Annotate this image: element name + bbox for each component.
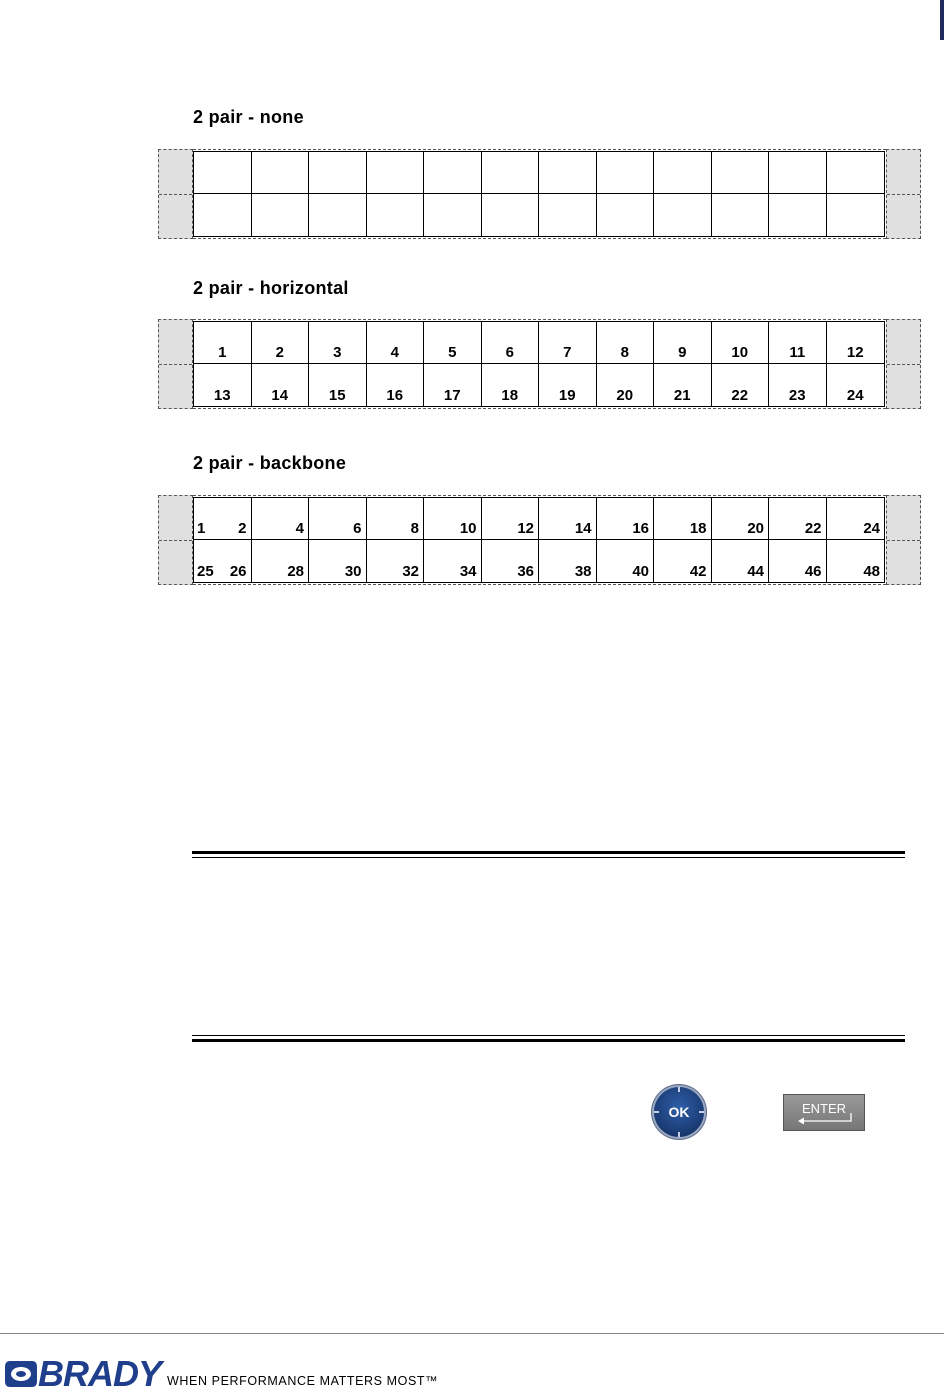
label-cell (424, 322, 482, 364)
label-cell (769, 498, 827, 540)
label-number: 8 (620, 344, 629, 361)
label-cell (252, 498, 310, 540)
label-number: 36 (517, 563, 534, 580)
label-number: 44 (747, 563, 764, 580)
label-cell (482, 194, 540, 236)
label-cell (367, 364, 425, 406)
label-cell (252, 540, 310, 582)
label-cell (654, 540, 712, 582)
label-cell (827, 194, 885, 236)
label-number: 20 (747, 520, 764, 537)
label-cell (194, 498, 252, 540)
label-cell (367, 322, 425, 364)
label-cell (194, 194, 252, 236)
label-cell (309, 194, 367, 236)
label-number: 8 (410, 520, 419, 537)
label-number: 14 (574, 520, 592, 537)
label-cell (252, 194, 310, 236)
footer-rule (0, 1333, 944, 1334)
label-number: 22 (804, 520, 822, 537)
label-number: 24 (846, 387, 864, 404)
label-number: 12 (517, 520, 534, 537)
label-cell (309, 322, 367, 364)
label-cell (597, 540, 655, 582)
label-cell (827, 322, 885, 364)
brand-tagline: WHEN PERFORMANCE MATTERS MOST™ (167, 1374, 439, 1388)
label-number: 2 (275, 344, 284, 361)
label-cell (654, 152, 712, 194)
brady-logo (4, 1353, 162, 1394)
label-cell (482, 322, 540, 364)
label-number: 16 (386, 387, 404, 404)
label-number: 19 (558, 387, 576, 404)
label-grid (193, 497, 885, 583)
label-cell (252, 322, 310, 364)
label-cell (482, 152, 540, 194)
label-grid (193, 321, 885, 407)
label-cell (194, 364, 252, 406)
label-cell (539, 364, 597, 406)
label-number: 11 (789, 344, 806, 361)
label-number: 32 (402, 563, 419, 580)
label-cell (424, 194, 482, 236)
label-number: 42 (689, 563, 707, 580)
label-cell (712, 322, 770, 364)
label-cell (252, 364, 310, 406)
label-cell (539, 540, 597, 582)
label-number: 23 (788, 387, 806, 404)
label-number: 6 (353, 520, 362, 537)
label-number: 30 (344, 563, 362, 580)
label-number: 38 (574, 563, 592, 580)
ok-button-icon[interactable] (654, 1087, 704, 1137)
label-cell (597, 322, 655, 364)
label-number: 16 (632, 520, 649, 537)
note-bottom-rule (192, 1035, 905, 1042)
label-cell (769, 364, 827, 406)
label-cell (827, 498, 885, 540)
label-number: 10 (459, 520, 477, 537)
label-cell (424, 364, 482, 406)
label-grid (193, 151, 885, 237)
label-number: 17 (443, 387, 461, 404)
label-number: 22 (731, 387, 749, 404)
label-cell (367, 152, 425, 194)
label-strip-horizontal (158, 319, 921, 409)
label-cell (367, 540, 425, 582)
label-cell (654, 322, 712, 364)
label-cell (769, 322, 827, 364)
label-cell (712, 498, 770, 540)
label-number: 13 (213, 387, 231, 404)
note-top-rule (192, 851, 905, 858)
label-number: 10 (731, 344, 749, 361)
label-number: 1 (197, 520, 206, 537)
brady-mark-icon (4, 1359, 38, 1389)
section-title-horizontal: 2 pair - horizontal (193, 278, 349, 298)
label-cell (597, 152, 655, 194)
footer (4, 1352, 438, 1392)
label-cell (597, 364, 655, 406)
label-cell (827, 540, 885, 582)
label-cell (194, 540, 252, 582)
label-number: 24 (863, 520, 880, 537)
label-number: 1 (218, 344, 227, 361)
label-number: 18 (689, 520, 707, 537)
label-number: 4 (295, 520, 304, 537)
label-cell (769, 194, 827, 236)
label-number: 15 (328, 387, 346, 404)
label-cell (539, 322, 597, 364)
label-cell (194, 152, 252, 194)
label-cell (827, 364, 885, 406)
label-number: 14 (271, 387, 289, 404)
ok-label: OK (668, 1104, 690, 1120)
label-cell (769, 152, 827, 194)
label-number: 7 (563, 344, 572, 361)
label-number: 6 (505, 344, 514, 361)
label-cell (597, 194, 655, 236)
label-cell (769, 540, 827, 582)
label-cell (424, 498, 482, 540)
label-cell (309, 152, 367, 194)
label-cell (827, 152, 885, 194)
label-number: 25 (197, 563, 214, 580)
label-cell (539, 152, 597, 194)
label-cell (482, 498, 540, 540)
label-number: 20 (616, 387, 634, 404)
label-cell (309, 498, 367, 540)
label-strip-backbone (158, 495, 921, 585)
label-cell (367, 194, 425, 236)
label-number: 21 (673, 387, 691, 404)
label-cell (309, 540, 367, 582)
label-number: 40 (632, 563, 649, 580)
label-strip-none (158, 149, 921, 239)
label-number: 9 (678, 344, 687, 361)
label-number: 46 (804, 563, 822, 580)
label-cell (712, 540, 770, 582)
label-cell (424, 540, 482, 582)
label-number: 34 (459, 563, 477, 580)
label-number: 28 (287, 563, 304, 580)
label-cell (654, 498, 712, 540)
label-cell (482, 364, 540, 406)
label-number: 3 (333, 344, 342, 361)
label-cell (309, 364, 367, 406)
label-number: 4 (390, 344, 399, 361)
label-cell (482, 540, 540, 582)
label-cell (424, 152, 482, 194)
section-title-backbone: 2 pair - backbone (193, 453, 347, 473)
label-number: 2 (238, 520, 247, 537)
label-cell (252, 152, 310, 194)
label-cell (654, 364, 712, 406)
section-title-none: 2 pair - none (193, 107, 304, 127)
label-cell (194, 322, 252, 364)
label-number: 26 (229, 563, 247, 580)
label-cell (712, 152, 770, 194)
enter-key-icon[interactable] (783, 1094, 865, 1131)
label-number: 48 (863, 563, 880, 580)
label-number: 18 (501, 387, 519, 404)
label-cell (712, 364, 770, 406)
enter-arrow-icon (796, 1113, 854, 1125)
enter-label: ENTER (801, 1101, 847, 1116)
label-cell (597, 498, 655, 540)
label-cell (367, 498, 425, 540)
brand-name: BRADY (38, 1353, 162, 1394)
label-cell (539, 194, 597, 236)
label-cell (539, 498, 597, 540)
label-cell (712, 194, 770, 236)
label-number: 12 (846, 344, 864, 361)
label-number: 5 (448, 344, 457, 361)
page-corner-mark (940, 0, 944, 40)
label-cell (654, 194, 712, 236)
